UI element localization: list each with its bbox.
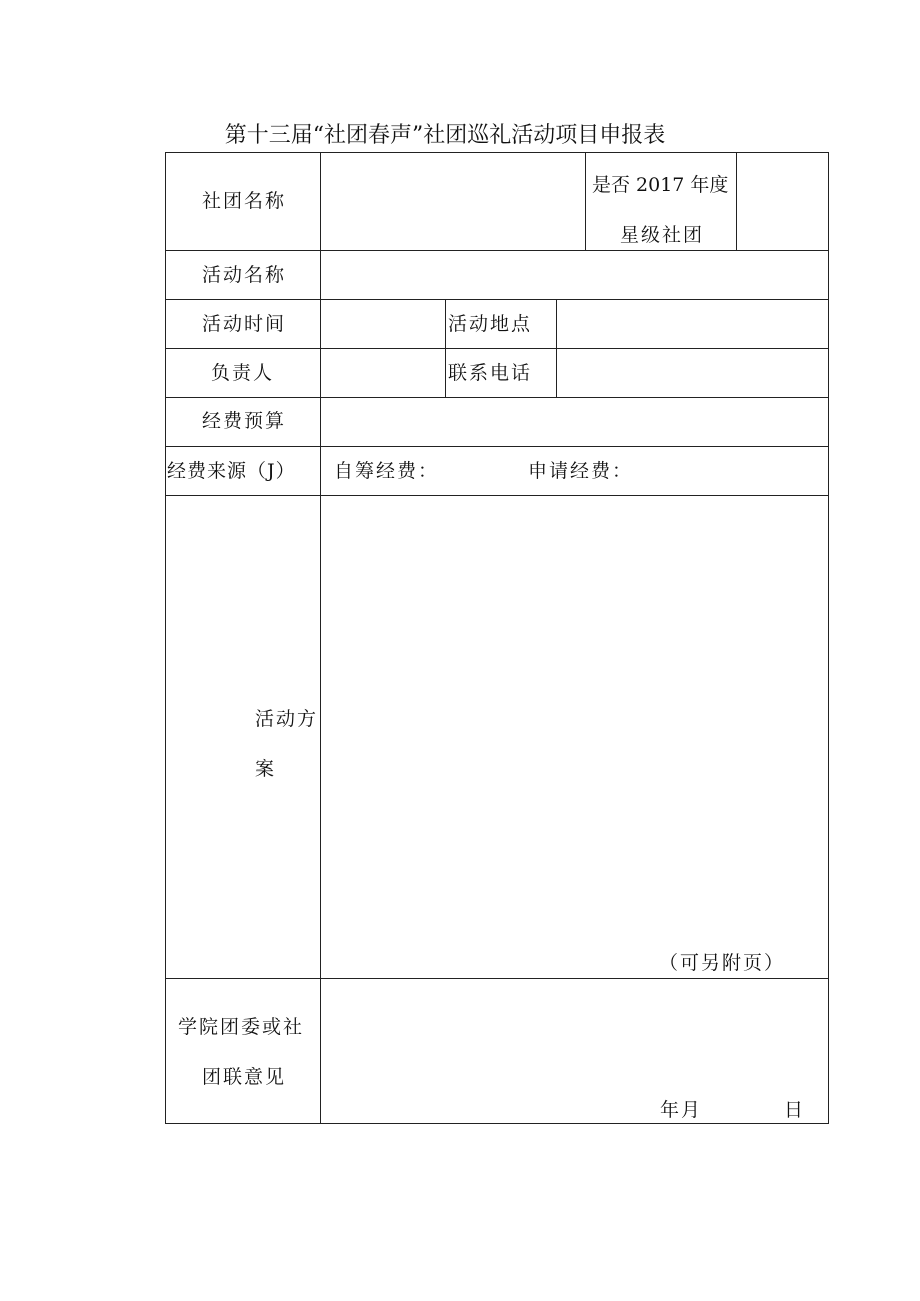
person-in-charge-label: 负责人: [211, 362, 275, 384]
label-column-divider: [320, 153, 321, 1123]
row-divider: [166, 397, 828, 398]
funding-source-label: 经费来源（J）: [167, 460, 296, 482]
col-divider: [585, 153, 586, 250]
row-divider: [166, 446, 828, 447]
opinion-label-line1: 学院团委或社: [178, 1016, 305, 1038]
activity-place-label: 活动地点: [448, 313, 533, 335]
budget-label: 经费预算: [202, 410, 287, 432]
star-club-label-line1: 是否 2017 年度: [592, 174, 729, 196]
star-club-label-line2: 星级社团: [620, 224, 705, 246]
applied-funding-label: 申请经费：: [528, 460, 634, 482]
row-divider: [166, 495, 828, 496]
date-year-month: 年月: [660, 1099, 703, 1121]
attach-page-note: （可另附页）: [659, 952, 786, 974]
activity-time-label: 活动时间: [202, 313, 287, 335]
contact-phone-label: 联系电话: [448, 362, 533, 384]
row-divider: [166, 978, 828, 979]
application-form-table: [165, 152, 829, 1124]
club-name-label: 社团名称: [202, 190, 287, 212]
row-divider: [166, 299, 828, 300]
row-divider: [166, 348, 828, 349]
col-divider: [445, 299, 446, 397]
date-day: 日: [784, 1099, 806, 1121]
activity-plan-label-line2: 案: [255, 758, 277, 780]
opinion-label-line2: 团联意见: [202, 1066, 287, 1088]
col-divider: [736, 153, 737, 250]
col-divider: [556, 299, 557, 397]
row-divider: [166, 250, 828, 251]
form-title: 第十三届“社团春声”社团巡礼活动项目申报表: [224, 123, 666, 148]
activity-plan-label-line1: 活动方: [255, 708, 319, 730]
self-raised-label: 自筹经费：: [334, 460, 440, 482]
activity-name-label: 活动名称: [202, 264, 287, 286]
